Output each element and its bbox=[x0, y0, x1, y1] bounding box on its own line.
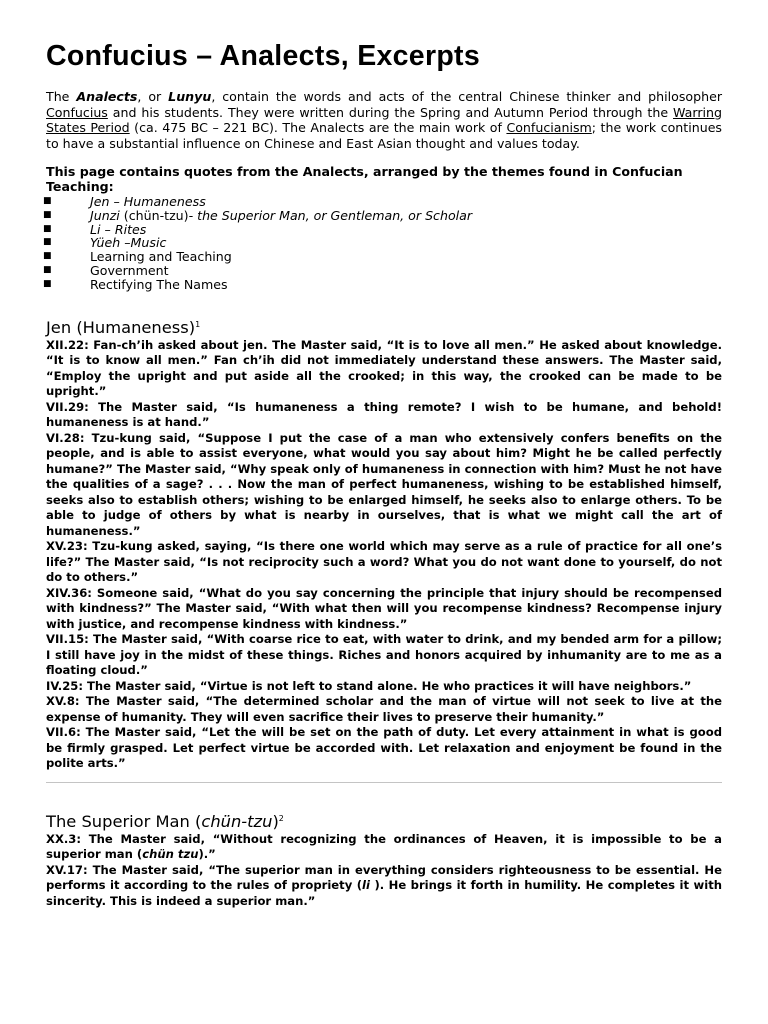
quote-text: ).” bbox=[198, 847, 216, 862]
section-superior-man bbox=[46, 809, 722, 910]
quote-paragraph: VII.6: The Master said, “Let the will be set on the path of duty. Let every attainment in what is good be firmly grasped. Let perfect virtue be accorded with. Let relaxation and enjoyment be found in the polite arts.” bbox=[46, 725, 722, 771]
theme-item bbox=[43, 221, 722, 237]
quote-paragraph bbox=[46, 863, 722, 910]
quote-list bbox=[46, 338, 722, 772]
bullet-icon: ■ bbox=[43, 196, 52, 206]
quote-italic: li bbox=[362, 878, 370, 893]
theme-label: Rectifying The Names bbox=[90, 276, 228, 292]
section-heading bbox=[46, 315, 722, 338]
confucianism-link[interactable]: Confucianism bbox=[506, 120, 592, 135]
bullet-icon: ■ bbox=[43, 223, 52, 234]
theme-item bbox=[43, 207, 722, 223]
quote-paragraph: XV.8: The Master said, “The determined scholar and the man of virtue will not seek to live at the expense of humanity. They will even sacrifice their lives to preserve their humanity.” bbox=[46, 694, 722, 724]
theme-label: Li – Rites bbox=[90, 221, 147, 237]
theme-item bbox=[43, 276, 722, 292]
quote-list bbox=[46, 832, 722, 910]
theme-label: (chün-tzu) bbox=[119, 207, 189, 223]
footnote-marker: 1 bbox=[195, 319, 201, 329]
intro-text: The bbox=[46, 89, 77, 104]
quote-paragraph: VII.15: The Master said, “With coarse rice to eat, with water to drink, and my bended arm for a pillow; I still have joy in the midst of these things. Riches and honors acquired by inhumanity are to me as a floating cloud.” bbox=[46, 632, 722, 678]
quote-paragraph: XV.23: Tzu-kung asked, saying, “Is there one world which may serve as a rule of practice for all one’s life?” The Master said, “Is not reciprocity such a word? What you do not want done to yourself, do not do to others.” bbox=[46, 539, 722, 585]
theme-label: Government bbox=[90, 262, 169, 278]
themes-intro: This page contains quotes from the Analects, arranged by the themes found in Confucian Teaching: bbox=[46, 164, 683, 194]
section-heading-text: The Superior Man ( bbox=[46, 811, 202, 831]
footnote-marker: 2 bbox=[278, 813, 284, 823]
quote-paragraph: VI.28: Tzu-kung said, “Suppose I put the case of a man who extensively confers benefits on the people, and is able to assist everyone, what would you say about him? Might he be called perfectly humane?” The Master said, “Why speak only of humaneness in connection with him? Must he not have the qualities of a sage? . . . Now the man of perfect humaneness, wishing to be established himself, seeks also to establish others; wishing to be enlarged himself, he seeks also to enlarge others. To be able to judge of others by what is nearby in ourselves, that is what we might call the art of humaneness.” bbox=[46, 430, 722, 538]
theme-label: - the Superior Man, or Gentleman, or Scholar bbox=[188, 207, 473, 223]
intro-text: , contain the words and acts of the central Chinese thinker and philosopher bbox=[211, 89, 722, 104]
intro-text: , or bbox=[137, 89, 169, 104]
theme-label: Jen – Humaneness bbox=[90, 194, 206, 209]
bullet-icon: ■ bbox=[43, 209, 52, 220]
quote-text: ). He brings it forth in humility. He completes it with sincerity. This is indeed a superior man.” bbox=[46, 878, 722, 908]
lunyu-term: Lunyu bbox=[168, 89, 212, 104]
intro-text: (ca. 475 BC – 221 BC). The Analects are the main work of bbox=[129, 120, 507, 135]
page-title: Confucius – Analects, Excerpts bbox=[46, 40, 480, 72]
theme-item bbox=[43, 194, 722, 209]
theme-label: Learning and Teaching bbox=[90, 249, 232, 265]
section-divider bbox=[46, 782, 722, 783]
intro-text: and his students. They were written during the Spring and Autumn Period through the bbox=[107, 104, 674, 120]
theme-item bbox=[43, 262, 722, 278]
theme-label: Yüeh –Music bbox=[90, 235, 167, 251]
quote-text: XV.17: The Master said, “The superior man in everything considers righteousness to be essential. He performs it according to the rules of propriety ( bbox=[46, 862, 722, 893]
warring-states-link[interactable]: Warring States Period bbox=[46, 104, 722, 135]
section-heading bbox=[46, 809, 722, 832]
bullet-icon: ■ bbox=[43, 251, 52, 262]
theme-item bbox=[43, 235, 722, 251]
confucius-link[interactable]: Confucius bbox=[46, 104, 108, 120]
section-heading-italic: chün-tzu bbox=[201, 811, 273, 831]
theme-label: Junzi bbox=[90, 207, 120, 223]
quote-paragraph bbox=[46, 832, 722, 863]
bullet-icon: ■ bbox=[43, 237, 52, 248]
intro-paragraph bbox=[46, 89, 722, 151]
quote-paragraph: XII.22: Fan-ch’ih asked about jen. The Master said, “It is to love all men.” He asked about knowledge. “It is to know all men.” Fan ch’ih did not immediately understand these answers. The Master said, “Employ the upright and put aside all the crooked; in this way, the crooked can be made to be upright.” bbox=[46, 337, 722, 399]
quote-paragraph: IV.25: The Master said, “Virtue is not left to stand alone. He who practices it will have neighbors.” bbox=[46, 678, 692, 693]
quote-paragraph: XIV.36: Someone said, “What do you say concerning the principle that injury should be recompensed with kindness?” The Master said, “With what then will you recompense kindness? Recompense injury with justice, and recompense kindness with kindness.” bbox=[46, 585, 722, 631]
quote-italic: chün tzu bbox=[142, 847, 199, 862]
quote-paragraph: VII.29: The Master said, “Is humaneness a thing remote? I wish to be humane, and behold! humaneness is at hand.” bbox=[46, 399, 722, 430]
analects-term: Analects bbox=[76, 89, 138, 104]
bullet-icon: ■ bbox=[43, 278, 52, 289]
section-heading-text: Jen (Humaneness) bbox=[46, 317, 196, 337]
section-heading-text: ) bbox=[272, 811, 279, 831]
section-jen bbox=[46, 315, 722, 772]
theme-item bbox=[43, 249, 722, 265]
document-page bbox=[43, 36, 722, 909]
intro-text: ; the work continues to have a substantial influence on Chinese and East Asian thought and values today. bbox=[46, 120, 722, 151]
themes-list bbox=[43, 194, 722, 292]
quote-text: XX.3: The Master said, “Without recognizing the ordinances of Heaven, it is impossible to be a superior man ( bbox=[46, 831, 722, 862]
bullet-icon: ■ bbox=[43, 264, 52, 275]
